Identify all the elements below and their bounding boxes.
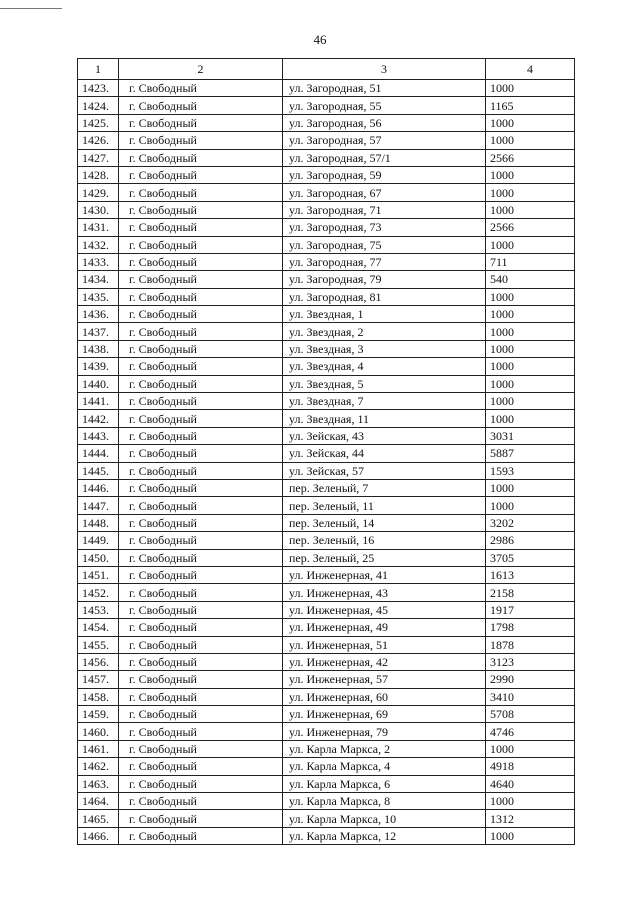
city-cell: г. Свободный <box>119 810 283 827</box>
value-cell: 1000 <box>486 184 575 201</box>
city-cell: г. Свободный <box>119 584 283 601</box>
value-cell: 1000 <box>486 166 575 183</box>
value-cell: 1000 <box>486 80 575 97</box>
row-number: 1423. <box>78 80 119 97</box>
address-cell: ул. Инженерная, 57 <box>283 671 486 688</box>
value-cell: 5708 <box>486 706 575 723</box>
city-cell: г. Свободный <box>119 166 283 183</box>
row-number: 1462. <box>78 758 119 775</box>
table-row <box>78 410 575 427</box>
city-cell: г. Свободный <box>119 80 283 97</box>
city-cell: г. Свободный <box>119 566 283 583</box>
value-cell: 1917 <box>486 601 575 618</box>
row-number: 1449. <box>78 532 119 549</box>
page-number: 46 <box>313 32 327 47</box>
value-cell: 2158 <box>486 584 575 601</box>
address-cell: ул. Карла Маркса, 2 <box>283 740 486 757</box>
table-row <box>78 810 575 827</box>
table-row <box>78 445 575 462</box>
table-row <box>78 827 575 844</box>
table-row <box>78 184 575 201</box>
table-row <box>78 132 575 149</box>
table-row <box>78 566 575 583</box>
table-row <box>78 740 575 757</box>
value-cell: 1593 <box>486 462 575 479</box>
address-cell: ул. Загородная, 57 <box>283 132 486 149</box>
value-cell: 4640 <box>486 775 575 792</box>
table-row <box>78 601 575 618</box>
city-cell: г. Свободный <box>119 323 283 340</box>
row-number: 1439. <box>78 358 119 375</box>
value-cell: 1000 <box>486 201 575 218</box>
city-cell: г. Свободный <box>119 462 283 479</box>
value-cell: 3202 <box>486 514 575 531</box>
city-cell: г. Свободный <box>119 306 283 323</box>
row-number: 1440. <box>78 375 119 392</box>
address-cell: ул. Инженерная, 45 <box>283 601 486 618</box>
address-cell: ул. Загородная, 73 <box>283 219 486 236</box>
address-cell: ул. Загородная, 67 <box>283 184 486 201</box>
city-cell: г. Свободный <box>119 827 283 844</box>
row-number: 1437. <box>78 323 119 340</box>
table-row <box>78 497 575 514</box>
table-header-row <box>78 59 575 80</box>
address-cell: ул. Загородная, 75 <box>283 236 486 253</box>
row-number: 1460. <box>78 723 119 740</box>
city-cell: г. Свободный <box>119 236 283 253</box>
address-cell: ул. Карла Маркса, 6 <box>283 775 486 792</box>
table-row <box>78 97 575 114</box>
row-number: 1464. <box>78 793 119 810</box>
address-cell: ул. Загородная, 81 <box>283 288 486 305</box>
row-number: 1442. <box>78 410 119 427</box>
table-row <box>78 671 575 688</box>
table-row <box>78 636 575 653</box>
address-cell: ул. Загородная, 55 <box>283 97 486 114</box>
value-cell: 1000 <box>486 236 575 253</box>
row-number: 1430. <box>78 201 119 218</box>
table-row <box>78 358 575 375</box>
city-cell: г. Свободный <box>119 532 283 549</box>
address-cell: пер. Зеленый, 14 <box>283 514 486 531</box>
value-cell: 1165 <box>486 97 575 114</box>
city-cell: г. Свободный <box>119 653 283 670</box>
row-number: 1459. <box>78 706 119 723</box>
city-cell: г. Свободный <box>119 253 283 270</box>
address-cell: ул. Карла Маркса, 10 <box>283 810 486 827</box>
row-number: 1458. <box>78 688 119 705</box>
row-number: 1465. <box>78 810 119 827</box>
address-cell: ул. Загородная, 56 <box>283 114 486 131</box>
row-number: 1435. <box>78 288 119 305</box>
table-row <box>78 793 575 810</box>
table-row <box>78 236 575 253</box>
address-cell: пер. Зеленый, 11 <box>283 497 486 514</box>
city-cell: г. Свободный <box>119 149 283 166</box>
value-cell: 3031 <box>486 427 575 444</box>
address-cell: ул. Инженерная, 60 <box>283 688 486 705</box>
city-cell: г. Свободный <box>119 758 283 775</box>
value-cell: 1000 <box>486 340 575 357</box>
city-cell: г. Свободный <box>119 340 283 357</box>
row-number: 1452. <box>78 584 119 601</box>
column-header-3: 3 <box>283 59 486 80</box>
address-cell: ул. Звездная, 2 <box>283 323 486 340</box>
city-cell: г. Свободный <box>119 688 283 705</box>
table-row <box>78 219 575 236</box>
city-cell: г. Свободный <box>119 740 283 757</box>
value-cell: 3410 <box>486 688 575 705</box>
address-cell: ул. Звездная, 11 <box>283 410 486 427</box>
table-row <box>78 619 575 636</box>
city-cell: г. Свободный <box>119 201 283 218</box>
city-cell: г. Свободный <box>119 375 283 392</box>
table-row <box>78 166 575 183</box>
row-number: 1446. <box>78 479 119 496</box>
value-cell: 1000 <box>486 793 575 810</box>
value-cell: 1000 <box>486 375 575 392</box>
city-cell: г. Свободный <box>119 479 283 496</box>
row-number: 1450. <box>78 549 119 566</box>
table-row <box>78 514 575 531</box>
row-number: 1445. <box>78 462 119 479</box>
table-row <box>78 723 575 740</box>
row-number: 1454. <box>78 619 119 636</box>
value-cell: 1878 <box>486 636 575 653</box>
address-cell: ул. Звездная, 7 <box>283 393 486 410</box>
value-cell: 1000 <box>486 323 575 340</box>
row-number: 1443. <box>78 427 119 444</box>
value-cell: 2986 <box>486 532 575 549</box>
address-cell: ул. Инженерная, 41 <box>283 566 486 583</box>
table-row <box>78 584 575 601</box>
city-cell: г. Свободный <box>119 410 283 427</box>
city-cell: г. Свободный <box>119 184 283 201</box>
address-cell: ул. Звездная, 4 <box>283 358 486 375</box>
value-cell: 1000 <box>486 410 575 427</box>
table-row <box>78 340 575 357</box>
address-cell: ул. Карла Маркса, 8 <box>283 793 486 810</box>
table-row <box>78 532 575 549</box>
city-cell: г. Свободный <box>119 219 283 236</box>
value-cell: 1000 <box>486 306 575 323</box>
address-cell: ул. Звездная, 1 <box>283 306 486 323</box>
city-cell: г. Свободный <box>119 723 283 740</box>
row-number: 1448. <box>78 514 119 531</box>
city-cell: г. Свободный <box>119 393 283 410</box>
row-number: 1455. <box>78 636 119 653</box>
city-cell: г. Свободный <box>119 601 283 618</box>
row-number: 1456. <box>78 653 119 670</box>
table-row <box>78 80 575 97</box>
value-cell: 1000 <box>486 132 575 149</box>
city-cell: г. Свободный <box>119 445 283 462</box>
table-row <box>78 462 575 479</box>
table-row <box>78 393 575 410</box>
city-cell: г. Свободный <box>119 132 283 149</box>
row-number: 1433. <box>78 253 119 270</box>
city-cell: г. Свободный <box>119 636 283 653</box>
table-row <box>78 114 575 131</box>
table-row <box>78 149 575 166</box>
table-row <box>78 253 575 270</box>
table-row <box>78 706 575 723</box>
table-row <box>78 288 575 305</box>
address-cell: ул. Инженерная, 79 <box>283 723 486 740</box>
table-row <box>78 375 575 392</box>
row-number: 1447. <box>78 497 119 514</box>
row-number: 1444. <box>78 445 119 462</box>
city-cell: г. Свободный <box>119 427 283 444</box>
address-cell: ул. Зейская, 43 <box>283 427 486 444</box>
table-row <box>78 653 575 670</box>
table-row <box>78 775 575 792</box>
row-number: 1431. <box>78 219 119 236</box>
city-cell: г. Свободный <box>119 114 283 131</box>
address-cell: ул. Карла Маркса, 4 <box>283 758 486 775</box>
city-cell: г. Свободный <box>119 271 283 288</box>
row-number: 1425. <box>78 114 119 131</box>
row-number: 1428. <box>78 166 119 183</box>
value-cell: 540 <box>486 271 575 288</box>
table-row <box>78 758 575 775</box>
table-row <box>78 688 575 705</box>
value-cell: 1312 <box>486 810 575 827</box>
table-row <box>78 323 575 340</box>
row-number: 1441. <box>78 393 119 410</box>
address-cell: ул. Инженерная, 69 <box>283 706 486 723</box>
table-row <box>78 479 575 496</box>
address-cell: пер. Зеленый, 7 <box>283 479 486 496</box>
value-cell: 1000 <box>486 497 575 514</box>
address-cell: ул. Инженерная, 51 <box>283 636 486 653</box>
row-number: 1434. <box>78 271 119 288</box>
row-number: 1438. <box>78 340 119 357</box>
value-cell: 1000 <box>486 393 575 410</box>
address-cell: ул. Инженерная, 43 <box>283 584 486 601</box>
row-number: 1427. <box>78 149 119 166</box>
table-row <box>78 306 575 323</box>
value-cell: 3123 <box>486 653 575 670</box>
address-cell: ул. Карла Маркса, 12 <box>283 827 486 844</box>
value-cell: 1000 <box>486 479 575 496</box>
address-cell: пер. Зеленый, 25 <box>283 549 486 566</box>
address-cell: ул. Загородная, 59 <box>283 166 486 183</box>
row-number: 1457. <box>78 671 119 688</box>
city-cell: г. Свободный <box>119 358 283 375</box>
city-cell: г. Свободный <box>119 549 283 566</box>
address-cell: ул. Зейская, 44 <box>283 445 486 462</box>
value-cell: 1000 <box>486 288 575 305</box>
row-number: 1424. <box>78 97 119 114</box>
row-number: 1429. <box>78 184 119 201</box>
value-cell: 1000 <box>486 740 575 757</box>
row-number: 1451. <box>78 566 119 583</box>
address-cell: ул. Звездная, 5 <box>283 375 486 392</box>
value-cell: 3705 <box>486 549 575 566</box>
row-number: 1453. <box>78 601 119 618</box>
addresses-table <box>77 58 575 845</box>
value-cell: 1000 <box>486 358 575 375</box>
value-cell: 1613 <box>486 566 575 583</box>
city-cell: г. Свободный <box>119 497 283 514</box>
address-cell: ул. Зейская, 57 <box>283 462 486 479</box>
address-cell: ул. Загородная, 57/1 <box>283 149 486 166</box>
value-cell: 4918 <box>486 758 575 775</box>
column-header-2: 2 <box>119 59 283 80</box>
row-number: 1466. <box>78 827 119 844</box>
row-number: 1463. <box>78 775 119 792</box>
city-cell: г. Свободный <box>119 514 283 531</box>
row-number: 1461. <box>78 740 119 757</box>
city-cell: г. Свободный <box>119 706 283 723</box>
column-header-4: 4 <box>486 59 575 80</box>
address-cell: ул. Инженерная, 42 <box>283 653 486 670</box>
address-cell: ул. Загородная, 71 <box>283 201 486 218</box>
city-cell: г. Свободный <box>119 671 283 688</box>
value-cell: 2566 <box>486 219 575 236</box>
value-cell: 1000 <box>486 827 575 844</box>
table-row <box>78 271 575 288</box>
address-cell: пер. Зеленый, 16 <box>283 532 486 549</box>
value-cell: 2566 <box>486 149 575 166</box>
address-cell: ул. Звездная, 3 <box>283 340 486 357</box>
address-cell: ул. Загородная, 51 <box>283 80 486 97</box>
value-cell: 711 <box>486 253 575 270</box>
row-number: 1432. <box>78 236 119 253</box>
city-cell: г. Свободный <box>119 97 283 114</box>
value-cell: 5887 <box>486 445 575 462</box>
value-cell: 4746 <box>486 723 575 740</box>
address-cell: ул. Загородная, 79 <box>283 271 486 288</box>
column-header-1: 1 <box>78 59 119 80</box>
city-cell: г. Свободный <box>119 619 283 636</box>
value-cell: 1000 <box>486 114 575 131</box>
value-cell: 1798 <box>486 619 575 636</box>
value-cell: 2990 <box>486 671 575 688</box>
city-cell: г. Свободный <box>119 793 283 810</box>
city-cell: г. Свободный <box>119 288 283 305</box>
address-cell: ул. Загородная, 77 <box>283 253 486 270</box>
scan-edge-line <box>0 8 62 9</box>
table-row <box>78 427 575 444</box>
row-number: 1426. <box>78 132 119 149</box>
table-row <box>78 201 575 218</box>
city-cell: г. Свободный <box>119 775 283 792</box>
table-row <box>78 549 575 566</box>
address-cell: ул. Инженерная, 49 <box>283 619 486 636</box>
row-number: 1436. <box>78 306 119 323</box>
